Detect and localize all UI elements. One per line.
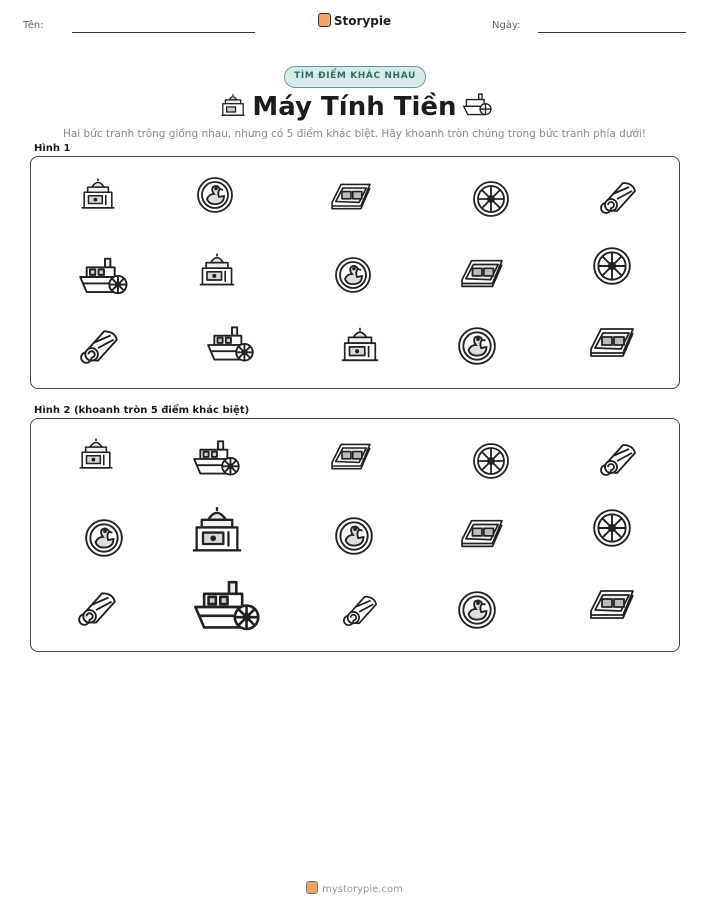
- activity-badge: TÌM ĐIỂM KHÁC NHAU: [284, 66, 426, 88]
- boat-icon: [461, 91, 495, 123]
- roll-icon[interactable]: [599, 439, 639, 479]
- date-line[interactable]: [538, 32, 686, 33]
- boat-icon[interactable]: [205, 323, 259, 367]
- cash-tray-icon[interactable]: [325, 439, 377, 475]
- wheel-icon[interactable]: [471, 179, 511, 219]
- footer: mystorypie.com: [0, 881, 709, 895]
- date-label: Ngày:: [492, 20, 521, 31]
- register-icon[interactable]: [77, 435, 115, 473]
- storypie-logo-icon: [318, 13, 331, 27]
- register-icon[interactable]: [197, 251, 237, 289]
- cash-tray-icon[interactable]: [457, 515, 507, 553]
- boat-icon[interactable]: [191, 437, 245, 481]
- instructions: Hai bức tranh trông giống nhau, nhưng có 5 điểm khác biệt. Hãy khoanh tròn chúng trong bức tranh phía dưới!: [62, 128, 647, 140]
- name-label: Tên:: [23, 20, 44, 31]
- cash-tray-icon[interactable]: [587, 585, 637, 625]
- coin-icon[interactable]: [455, 589, 499, 631]
- cash-tray-icon[interactable]: [587, 323, 637, 363]
- picture-1-label: Hình 1: [34, 143, 71, 154]
- boat-icon[interactable]: [191, 575, 267, 639]
- roll-icon[interactable]: [79, 325, 121, 367]
- register-icon[interactable]: [339, 325, 381, 365]
- cash-tray-icon[interactable]: [457, 255, 507, 293]
- page-title: Máy Tính Tiền: [252, 92, 457, 122]
- register-icon[interactable]: [189, 499, 245, 561]
- boat-icon[interactable]: [77, 255, 133, 299]
- wheel-icon[interactable]: [591, 245, 633, 287]
- wheel-icon[interactable]: [591, 507, 633, 549]
- roll-icon[interactable]: [599, 177, 639, 217]
- coin-icon[interactable]: [333, 515, 375, 557]
- name-line[interactable]: [72, 32, 255, 33]
- register-icon[interactable]: [79, 175, 117, 213]
- roll-icon[interactable]: [339, 591, 383, 629]
- wheel-icon[interactable]: [471, 441, 511, 481]
- coin-icon[interactable]: [83, 517, 125, 559]
- coin-icon[interactable]: [195, 175, 235, 215]
- cash-tray-icon[interactable]: [325, 179, 377, 215]
- coin-icon[interactable]: [455, 325, 499, 367]
- roll-icon[interactable]: [77, 587, 119, 629]
- picture-2-label: Hình 2 (khoanh tròn 5 điểm khác biệt): [34, 405, 250, 416]
- picture-1-panel[interactable]: [30, 156, 680, 389]
- storypie-logo-icon: [306, 881, 318, 894]
- brand-logo: Storypie: [0, 13, 709, 28]
- picture-2-panel[interactable]: [30, 418, 680, 652]
- coin-icon[interactable]: [333, 255, 373, 295]
